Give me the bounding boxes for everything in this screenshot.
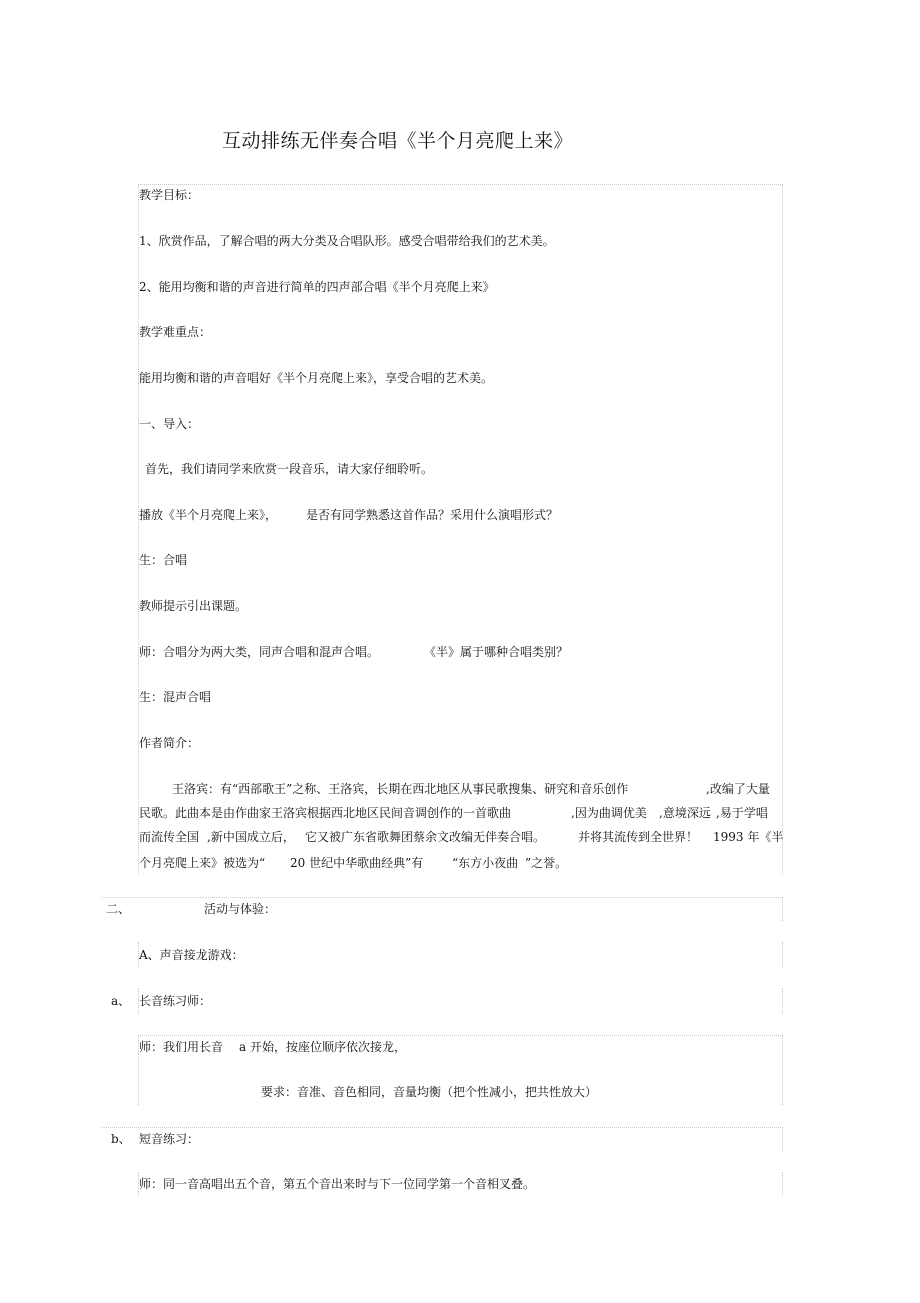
long-tone-label: a、 — [111, 994, 131, 1008]
goal-2: 2、能用均衡和谐的声音进行简单的四声部合唱《半个月亮爬上来》 — [139, 280, 495, 294]
author-line-2d: ,易于学唱 — [716, 806, 768, 820]
author-line-3c: 它又被广东省歌舞团蔡余文改编无伴奏合唱。 — [305, 830, 546, 844]
game-heading: A、声音接龙游戏： — [139, 948, 244, 962]
goal-1: 1、欣赏作品，了解合唱的两大分类及合唱队形。感受合唱带给我们的艺术美。 — [139, 234, 555, 248]
author-line-3a: 而流传全国 — [139, 830, 200, 844]
short-tone-label: b、 — [111, 1132, 131, 1146]
author-line-1a: 王洛宾：有“西部歌王”之称、王洛宾，长期在西北地区从事民歌搜集、研究和音乐创作 — [172, 782, 629, 796]
short-tone-header-box — [102, 1127, 783, 1151]
author-line-4a: 个月亮爬上来》被选为“ — [139, 856, 266, 870]
long-tone-text-a: 师：我们用长音 — [139, 1040, 224, 1054]
document-title: 互动排练无伴奏合唱《半个月亮爬上来》 — [222, 130, 574, 152]
activity-heading: 活动与体验： — [204, 902, 277, 916]
author-line-4c: “东方小夜曲 — [452, 856, 519, 870]
author-line-2b: ,因为曲调优美 — [571, 806, 647, 820]
teacher-line-1a: 师：合唱分为两大类，同声合唱和混声合唱。 — [139, 645, 380, 659]
author-line-2c: ,意境深远 — [659, 806, 711, 820]
difficulty-heading: 教学难重点： — [139, 325, 212, 339]
author-heading: 作者简介： — [139, 736, 200, 750]
author-line-4d: ”之誉。 — [525, 856, 568, 870]
author-line-3d: 并将其流传到全世界！ — [578, 830, 699, 844]
activity-number: 二、 — [106, 902, 131, 916]
teacher-prompt: 教师提示引出课题。 — [139, 599, 248, 613]
goals-heading: 教学目标： — [139, 188, 200, 202]
intro-line-1: 首先，我们请同学来欣赏一段音乐，请大家仔细聆听。 — [145, 462, 434, 476]
author-line-1b: ,改编了大量 — [706, 782, 770, 796]
short-tone-text: 师：同一音高唱出五个音，第五个音出来时与下一位同学第一个音相叉叠。 — [139, 1177, 536, 1191]
author-line-2a: 民歌。此曲本是由作曲家王洛宾根据西北地区民间音调创作的一首歌曲 — [139, 806, 512, 820]
intro-heading: 一、导入： — [139, 417, 200, 431]
short-tone-heading: 短音练习： — [139, 1132, 200, 1146]
intro-line-2b: 是否有同学熟悉这首作品？采用什么演唱形式？ — [306, 508, 559, 522]
long-tone-text-b: a 开始，按座位顺序依次接龙， — [239, 1040, 406, 1054]
long-tone-heading: 长音练习师： — [139, 994, 212, 1008]
student-answer-1: 生：合唱 — [139, 553, 188, 567]
author-line-3e: 1993 年《半 — [713, 830, 784, 844]
intro-line-2a: 播放《半个月亮爬上来》， — [139, 508, 278, 522]
student-answer-2: 生：混声合唱 — [139, 690, 212, 704]
author-line-3b: ,新中国成立后， — [207, 830, 295, 844]
long-tone-header-box — [138, 988, 783, 1014]
long-tone-requirement: 要求：音准、音色相同，音量均衡（把个性减小，把共性放大） — [261, 1085, 598, 1099]
teacher-line-1b: 《半》属于哪种合唱类别？ — [424, 645, 569, 659]
difficulty-text: 能用均衡和谐的声音唱好《半个月亮爬上来》，享受合唱的艺术美。 — [139, 371, 494, 385]
author-line-4b: 20 世纪中华歌曲经典”有 — [290, 856, 424, 870]
